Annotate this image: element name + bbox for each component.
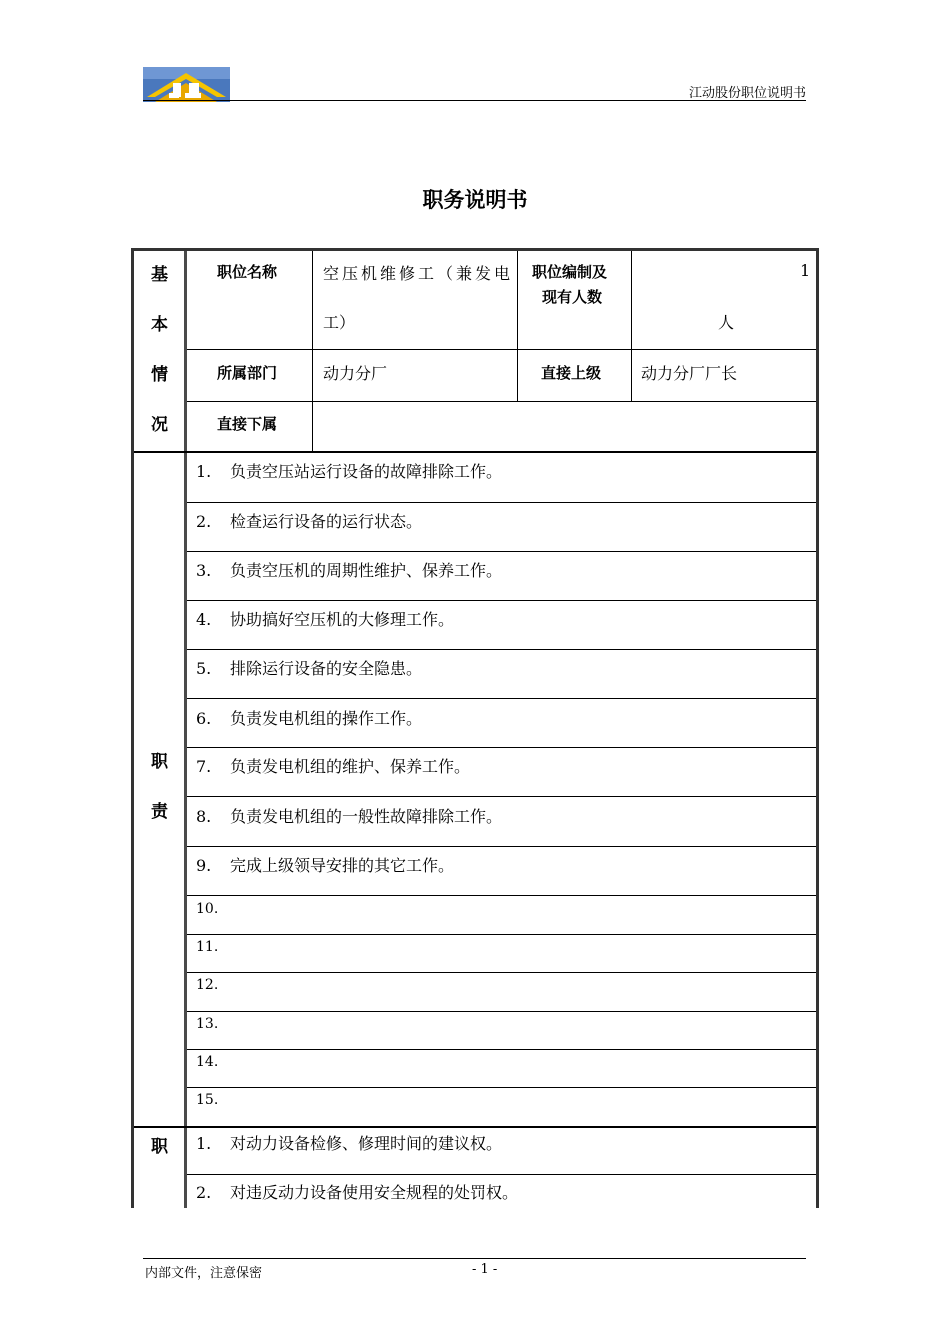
duty-item: 6. 负责发电机组的操作工作。	[196, 709, 423, 728]
position-name-value: 空压机维修工（兼发电	[323, 264, 514, 283]
basic-section-char: 况	[151, 415, 168, 435]
department-value: 动力分厂	[323, 364, 388, 383]
duties-section-char: 职	[151, 752, 168, 772]
right-item: 1. 对动力设备检修、修理时间的建议权。	[196, 1134, 503, 1153]
right-item: 2. 对违反动力设备使用安全规程的处罚权。	[196, 1183, 519, 1202]
duty-empty-number: 15.	[196, 1092, 219, 1108]
footer-confidential: 内部文件，注意保密	[145, 1266, 263, 1281]
basic-section-char: 基	[151, 265, 168, 285]
superior-value: 动力分厂厂长	[641, 364, 738, 383]
position-name-label: 职位名称	[217, 263, 278, 281]
basic-section-char: 本	[151, 315, 168, 335]
duty-item: 7. 负责发电机组的维护、保养工作。	[196, 757, 471, 776]
duties-section-char: 责	[151, 802, 168, 822]
duty-empty-number: 11.	[196, 939, 219, 955]
duty-item: 8. 负责发电机组的一般性故障排除工作。	[196, 807, 503, 826]
section-column-divider	[184, 251, 187, 1208]
headcount-number: 1	[800, 261, 811, 280]
page-number: - 1 -	[472, 1262, 498, 1277]
rights-section-char: 职	[151, 1137, 168, 1157]
headcount-unit: 人	[718, 313, 735, 332]
footer-divider	[143, 1258, 806, 1259]
duty-item: 9. 完成上级领导安排的其它工作。	[196, 856, 455, 875]
duty-item: 4. 协助搞好空压机的大修理工作。	[196, 610, 455, 629]
basic-section-char: 情	[151, 365, 168, 385]
duty-empty-number: 10.	[196, 901, 219, 917]
duty-empty-number: 13.	[196, 1016, 219, 1032]
subordinate-label: 直接下属	[217, 415, 278, 433]
header-divider	[143, 100, 806, 101]
duty-empty-number: 14.	[196, 1054, 219, 1070]
duty-item: 1. 负责空压站运行设备的故障排除工作。	[196, 462, 503, 481]
company-logo	[143, 67, 230, 102]
job-description-form	[131, 248, 819, 1208]
headcount-label: 职位编制及	[532, 263, 608, 281]
headcount-label-cont: 现有人数	[542, 288, 603, 306]
duty-item: 2. 检查运行设备的运行状态。	[196, 512, 423, 531]
duty-item: 3. 负责空压机的周期性维护、保养工作。	[196, 561, 503, 580]
position-name-value-cont: 工）	[323, 313, 356, 332]
duty-item: 5. 排除运行设备的安全隐患。	[196, 659, 423, 678]
duty-empty-number: 12.	[196, 977, 219, 993]
superior-label: 直接上级	[541, 364, 602, 382]
header-doc-title: 江动股份职位说明书	[688, 86, 806, 101]
department-label: 所属部门	[217, 364, 278, 382]
page-title: 职务说明书	[422, 188, 528, 212]
